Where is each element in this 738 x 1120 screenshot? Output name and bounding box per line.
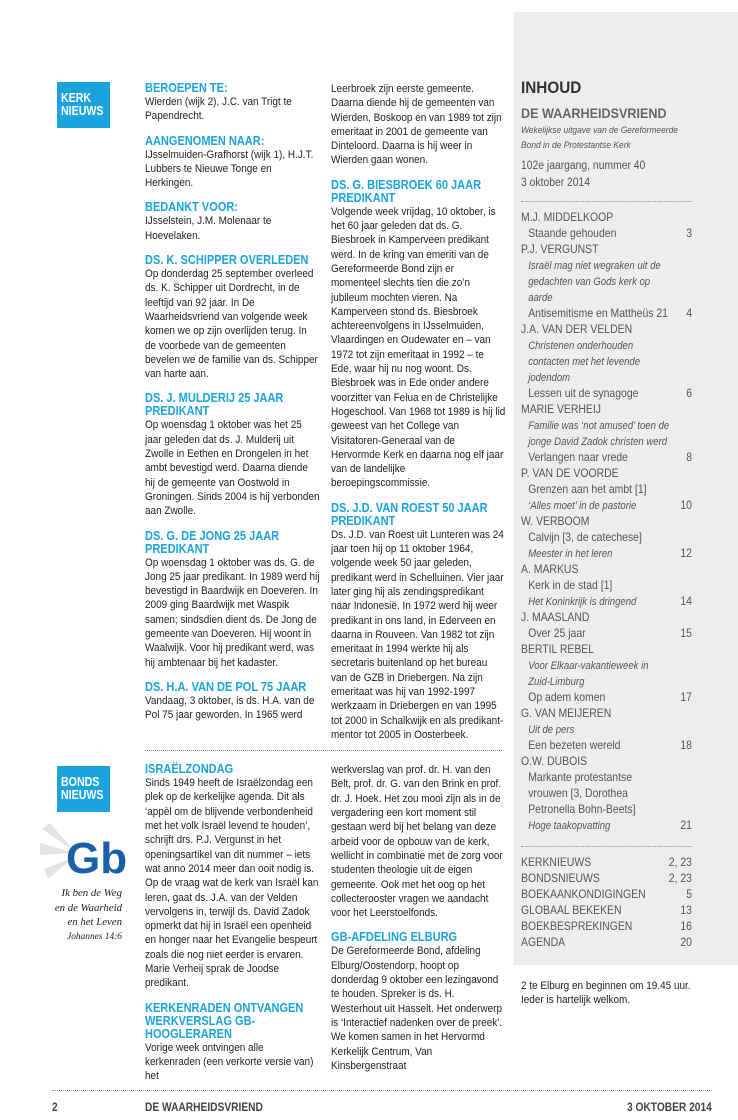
- page-number: 2: [52, 1100, 58, 1114]
- toc-page-number: 12: [680, 547, 692, 560]
- toc-entry: [521, 402, 692, 418]
- article-continuation: 2 te Elburg en beginnen om 19.45 uur. Ieder is hartelijk welkom.: [521, 980, 691, 1007]
- toc-entry: [521, 626, 692, 642]
- footer-magazine: DE WAARHEIDSVRIEND: [145, 1100, 263, 1114]
- toc-section-name: BOEKBESPREKINGEN: [521, 920, 633, 933]
- toc-entry-text: A. MARKUS: [521, 563, 579, 576]
- toc-entry: [521, 482, 692, 498]
- toc-entry: [521, 530, 692, 546]
- contents-entries: [521, 210, 692, 834]
- article-heading: AANGENOMEN NAAR:: [145, 133, 265, 148]
- toc-entry: [521, 818, 692, 834]
- bondsnieuws-label: [57, 766, 110, 812]
- bible-quote: [55, 886, 122, 944]
- toc-entry: [521, 690, 692, 706]
- toc-entry-text: Een bezeten wereld: [528, 739, 621, 752]
- toc-entry-text: Het Koninkrijk is dringend: [528, 596, 637, 608]
- toc-entry: [521, 386, 692, 402]
- toc-entry: [521, 546, 692, 562]
- toc-entry-text: Christenen onderhouden contacten met het levende jodendom: [528, 340, 641, 384]
- article-body: De Gereformeerde Bond, afdeling Elburg/Oostendorp, hoopt op donderdag 9 oktober een lezingavond te houden. Spreker is ds. H. Westerhout uit Hasselt. Het onderwerp is ‘Interactief nadenken over de preek’. We komen samen in het Hervormd Kerkelijk Centrum, Van Kinsbergenstraat: [331, 945, 503, 1072]
- toc-entry: [521, 450, 692, 466]
- toc-entry-text: Grenzen aan het ambt [1]: [528, 483, 647, 496]
- article-body: Wierden (wijk 2), J.C. van Trigt te Papendrecht.: [145, 96, 292, 123]
- article-heading: GB-AFDELING ELBURG: [331, 930, 458, 945]
- label-line: KERK: [61, 91, 92, 105]
- quote-reference: Johannes 14:6: [67, 931, 122, 942]
- toc-entry-text: Calvijn [3, de catechese]: [528, 531, 642, 544]
- toc-entry-text: Kerk in de stad [1]: [528, 579, 613, 592]
- toc-page-number: 18: [680, 739, 692, 752]
- toc-entry: [521, 770, 692, 818]
- toc-entry-text: Markante protestantse vrouwen [3, Dorothea Petronella Bohn-Beets]: [528, 771, 636, 816]
- toc-entry-text: Familie was ‘not amused’ toen de jonge David Zadok christen werd: [528, 420, 670, 448]
- toc-entry: [521, 210, 692, 226]
- contents-sidebar: [514, 12, 738, 965]
- article-body: Op donderdag 25 september overleed ds. K. Schipper uit Dordrecht, in de leeftijd van 92 jaar. In De Waarheidsvriend van volgende week komen we op zijn overlijden terug. In de voorbede van de gemeenten bevelen we de familie van ds. Schipper van harte aan.: [145, 268, 318, 381]
- right-column: [514, 12, 738, 1008]
- toc-page-number: 2, 23: [668, 872, 692, 885]
- article-heading: DS. H.A. VAN DE POL 75 JAAR: [145, 679, 307, 694]
- gb-logo-icon: [40, 815, 128, 885]
- toc-page-number: 13: [680, 904, 692, 917]
- toc-entry-text: J.A. VAN DER VELDEN: [521, 323, 633, 336]
- bondsnieuws-column-1: [145, 763, 320, 1083]
- magazine-title: DE WAARHEIDSVRIEND: [521, 105, 667, 121]
- toc-entry: [521, 514, 692, 530]
- toc-page-number: 4: [686, 307, 692, 320]
- toc-entry: [521, 226, 692, 242]
- toc-page-number: 15: [680, 627, 692, 640]
- article-heading: DS. G. DE JONG 25 JAAR PREDIKANT: [145, 528, 280, 556]
- toc-entry-text: G. VAN MEIJEREN: [521, 707, 612, 720]
- quote-line: en de Waarheid: [54, 901, 122, 914]
- toc-entry: [521, 754, 692, 770]
- article-heading: BEDANKT VOOR:: [145, 200, 239, 215]
- table-of-contents: [521, 78, 692, 951]
- toc-page-number: 14: [680, 595, 692, 608]
- toc-section-name: BOEKAANKONDIGINGEN: [521, 888, 646, 901]
- issue-number: 102e jaargang, nummer 40: [521, 160, 646, 172]
- article-heading: ISRAËLZONDAG: [145, 762, 234, 777]
- toc-section: [521, 935, 692, 951]
- bondsnieuws-column-2: [331, 763, 506, 1073]
- toc-section: [521, 855, 692, 871]
- divider: [521, 201, 692, 202]
- bondsnieuws-column-3: [521, 979, 696, 1008]
- toc-entry-text: Israël mag niet wegraken uit de gedachten van Gods kerk op aarde: [528, 260, 661, 304]
- toc-entry: [521, 578, 692, 594]
- article-heading: DS. K. SCHIPPER OVERLEDEN: [145, 253, 309, 268]
- article-heading: DS. G. BIESBROEK 60 JAAR PREDIKANT: [331, 177, 482, 205]
- toc-section: [521, 871, 692, 887]
- toc-entry-text: M.J. MIDDELKOOP: [521, 211, 614, 224]
- article-body: Vandaag, 3 oktober, is ds. H.A. van de Pol 75 jaar geworden. In 1965 werd: [145, 694, 315, 722]
- toc-entry-text: P.J. VERGUNST: [521, 243, 599, 256]
- toc-entry: [521, 562, 692, 578]
- article-body: IJsselstein, J.M. Molenaar te Hoevelaken.: [145, 215, 272, 242]
- toc-page-number: 5: [686, 888, 692, 901]
- article-body: Sinds 1949 heeft de Israëlzondag een plek op de kerkelijke agenda. Dit als ‘appèl om de blijvende verbondenheid met het volk Israël levend te houden’, schrijft drs. P.J. Vergunst in het openingsartikel van dit nummer – iets wat anno 2014 meer dan ooit nodig is. Op de vraag wat de kerk van Israël kan leren, gaat ds. J.A. van der Velden vervolgens in, terwijl ds. David Zadok opmerkt dat hij in Israël een openheid en honger naar het Evangelie bespeurt zoals die nog niet eerder is ervaren. Marie Verheij sprak de Joodse predikant.: [145, 777, 319, 990]
- toc-entry-text: Verlangen naar vrede: [528, 451, 628, 464]
- toc-entry: [521, 642, 692, 658]
- article-heading: KERKENRADEN ONTVANGEN WERKVERSLAG GB-HOOGLERAREN: [145, 1000, 304, 1041]
- toc-section: [521, 887, 692, 903]
- subtitle-line: Wekelijkse uitgave van de Gereformeerde: [521, 124, 678, 135]
- contents-sections: [521, 855, 692, 951]
- article-continuation: Leerbroek zijn eerste gemeente. Daarna diende hij de gemeenten van Wierden, Boskoop en van 1989 tot zijn emeritaat in 2001 de gemeente van Dinteloord. Daarna is hij weer in Wierden gaan wonen.: [331, 83, 502, 167]
- article-body: Volgende week vrijdag, 10 oktober, is het 60 jaar geleden dat ds. G. Biesbroek in Kamperveen predikant werd. In de kring van emeriti van de Gereformeerde Bond zijn er momenteel slechts tien die zo’n jubileum mochten vieren. Na Kamperveen stond ds. Biesbroek achtereenvolgens in IJsselmuiden, Vlaardingen en Oudewater en – van 1972 tot zijn emeritaat in 1992 – te Ede, waar hij nu nog woont. Ds. Biesbroek was in Ede onder andere voorzitter van Felua en de Christelijke Hogeschool. Van 1968 tot 1989 is hij lid geweest van het College van Visitatoren-Generaal van de Hervormde Kerk en daarna nog elf jaar van de landelijke beroepingscommissie.: [331, 205, 506, 490]
- toc-entry-text: Uit de pers: [528, 724, 575, 736]
- toc-section-name: AGENDA: [521, 936, 566, 949]
- toc-entry-text: P. VAN DE VOORDE: [521, 467, 619, 480]
- contents-title: INHOUD: [521, 78, 582, 97]
- article-heading: BEROEPEN TE:: [145, 81, 228, 95]
- toc-page-number: 10: [680, 499, 692, 512]
- divider: [521, 846, 692, 847]
- article-body: IJsselmuiden-Grafhorst (wijk 1), H.J.T. Lubbers te Nieuwe Tonge en Herkingen.: [145, 148, 314, 190]
- article-body: Op woensdag 1 oktober was het 25 jaar geleden dat ds. J. Mulderij uit Zwolle in Eethen en Drongelen in het ambt bevestigd werd. Daarna diende hij de gemeente van Oostwold in Groningen. Sinds 2004 is hij verbonden aan Zwolle.: [145, 419, 320, 518]
- toc-section: [521, 919, 692, 935]
- toc-page-number: 2, 23: [668, 856, 692, 869]
- kerknieuws-label: [57, 82, 110, 128]
- toc-entry: [521, 738, 692, 754]
- toc-page-number: 21: [680, 819, 692, 832]
- toc-entry-text: Over 25 jaar: [528, 627, 586, 640]
- toc-entry-text: J. MAASLAND: [521, 611, 590, 624]
- footer-date: 3 OKTOBER 2014: [627, 1100, 712, 1114]
- subtitle-line: Bond in de Protestantse Kerk: [521, 139, 631, 150]
- toc-entry-text: BERTIL REBEL: [521, 643, 595, 656]
- toc-entry: [521, 322, 692, 338]
- toc-section-name: KERKNIEUWS: [521, 856, 592, 869]
- toc-entry: [521, 306, 692, 322]
- toc-page-number: 3: [686, 227, 692, 240]
- toc-page-number: 17: [680, 691, 692, 704]
- label-line: BONDS: [61, 775, 100, 789]
- issue-date: 3 oktober 2014: [521, 177, 591, 189]
- toc-section-name: GLOBAAL BEKEKEN: [521, 904, 622, 917]
- toc-page-number: 8: [686, 451, 692, 464]
- toc-entry-text: Hoge taakopvatting: [528, 820, 611, 832]
- toc-page-number: 6: [686, 387, 692, 400]
- kerknieuws-section: [145, 81, 506, 742]
- label-line: NIEUWS: [61, 788, 104, 802]
- section-divider: [145, 750, 502, 751]
- toc-entry: [521, 242, 692, 258]
- logo-text: Gb: [66, 834, 128, 883]
- toc-entry-text: Voor Elkaar-vakantieweek in Zuid-Limburg: [528, 660, 649, 688]
- article-heading: DS. J.D. VAN ROEST 50 JAAR PREDIKANT: [331, 500, 488, 528]
- toc-entry: [521, 594, 692, 610]
- toc-entry-text: MARIE VERHEIJ: [521, 403, 602, 416]
- toc-entry-text: W. VERBOOM: [521, 515, 590, 528]
- news-area: [145, 81, 506, 1084]
- page-footer: [52, 1090, 712, 1120]
- toc-entry-text: O.W. DUBOIS: [521, 755, 588, 768]
- toc-section-name: BONDSNIEUWS: [521, 872, 600, 885]
- quote-line: en het Leven: [67, 916, 122, 928]
- toc-entry: [521, 418, 692, 450]
- article-body: Ds. J.D. van Roest uit Lunteren was 24 jaar toen hij op 11 oktober 1964, volgende week 50 jaar geleden, predikant werd in Schelluinen. Vier jaar later ging hij als zendingspredikant naar Indonesië. In 1972 werd hij weer predikant in ons land, in Ederveen en daarna in Rouveen. Van 1982 tot zijn emeritaat in 1994 werkte hij als secretaris buitenland op het bureau van de GZB in Driebergen. Na zijn emeritaat was hij van 1992-1997 werkzaam in Driebergen en van 1995 tot 2000 in Schalkwijk en als predikant-mentor tot 2005 in Oosterbeek.: [331, 528, 504, 741]
- article-heading: DS. J. MULDERIJ 25 JAAR PREDIKANT: [145, 391, 284, 419]
- toc-entry: [521, 338, 692, 386]
- toc-entry-text: ‘Alles moet’ in de pastorie: [528, 500, 637, 512]
- toc-section: [521, 903, 692, 919]
- footer-divider: [52, 1090, 712, 1091]
- toc-entry-text: Op adem komen: [528, 691, 606, 704]
- toc-entry: [521, 610, 692, 626]
- article-body: Vorige week ontvingen alle kerkenraden (een verkorte versie van) het: [145, 1041, 314, 1083]
- kerknieuws-column-2: [331, 82, 506, 742]
- toc-entry-text: Staande gehouden: [528, 227, 617, 240]
- quote-line: Ik ben de Weg: [61, 887, 122, 899]
- toc-entry-text: Meester in het leren: [528, 548, 613, 560]
- toc-entry: [521, 498, 692, 514]
- toc-entry: [521, 466, 692, 482]
- article-continuation: werkverslag van prof. dr. H. van den Belt, prof. dr. G. van den Brink en prof. dr. J. Hoek. Het zou mooi zijn als in de vergadering een kort moment stil gestaan werd bij het belang van deze arbeid voor de opbouw van de kerk, wellicht in combinatie met de zorg voor studenten theologie uit de eigen gemeente. Ook met het oog op het collecterooster vragen we aandacht voor het Leerstoelfonds.: [331, 764, 503, 920]
- toc-page-number: 16: [680, 920, 692, 933]
- toc-page-number: 20: [680, 936, 692, 949]
- label-line: NIEUWS: [61, 104, 104, 118]
- kerknieuws-column-1: [145, 82, 320, 723]
- bondsnieuws-section: [145, 763, 502, 1083]
- toc-entry-text: Lessen uit de synagoge: [528, 387, 639, 400]
- toc-entry-text: Antisemitisme en Mattheüs 21: [528, 307, 668, 320]
- toc-entry: [521, 658, 692, 690]
- toc-entry: [521, 258, 692, 306]
- toc-entry: [521, 706, 692, 722]
- article-body: Op woensdag 1 oktober was ds. G. de Jong 25 jaar predikant. In 1989 werd hij bevestigd in Baardwijk en Doeveren. In 2009 ging Baardwijk met Waspik samen; sindsdien dient ds. De Jong de gemeente van Doeveren. Hij woont in Waalwijk. Voor hij predikant werd, was hij ambtenaar bij het kadaster.: [145, 556, 320, 669]
- toc-entry: [521, 722, 692, 738]
